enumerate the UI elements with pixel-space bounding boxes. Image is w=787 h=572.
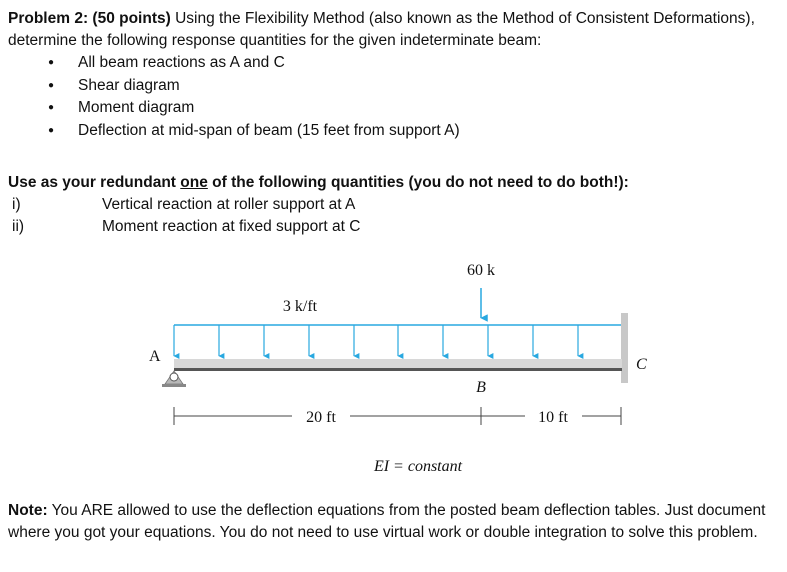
option-text: Vertical reaction at roller support at A: [102, 196, 356, 213]
dimension-left-label: 20 ft: [306, 409, 336, 426]
distributed-load-label: 3 k/ft: [282, 298, 318, 315]
roller-support: [162, 371, 186, 387]
point-load-label: 60 k: [467, 262, 495, 279]
note-label: Note:: [8, 502, 48, 519]
redundant-lead: Use as your redundant: [8, 174, 181, 191]
distributed-load: [174, 325, 621, 356]
problem-heading: Problem 2: (50 points): [8, 10, 171, 27]
list-item: ● Moment diagram: [8, 97, 780, 120]
note-text: You ARE allowed to use the deflection equations from the posted beam deflection tables. Just document where you got your equations. You do not need to use virtual work or double integration to solve this problem.: [8, 502, 766, 541]
option-number: i): [12, 196, 21, 213]
ei-label: EI = constant: [373, 458, 463, 475]
support-a-label: A: [149, 348, 161, 365]
list-item: ● Deflection at mid-span of beam (15 feet from support A): [8, 120, 780, 143]
point-b-label: B: [476, 379, 486, 396]
note-paragraph: [8, 500, 780, 544]
option-number: ii): [12, 218, 25, 235]
list-item: ● All beam reactions as A and C: [8, 52, 780, 75]
redundant-underlined: one: [180, 174, 208, 191]
beam-shadow: [174, 368, 622, 371]
fixed-support-wall: [621, 313, 628, 383]
option-text: Moment reaction at fixed support at C: [102, 218, 361, 235]
problem-intro-text: Using the Flexibility Method (also known as the Method of Consistent Deformations), determine the following response quantities for the given indeterminate beam:: [8, 10, 755, 49]
support-c-label: C: [636, 356, 647, 373]
list-item: ● Shear diagram: [8, 75, 780, 98]
dimension-right-label: 10 ft: [538, 409, 568, 426]
redundant-tail: of the following quantities (you do not need to do both!):: [207, 174, 629, 191]
